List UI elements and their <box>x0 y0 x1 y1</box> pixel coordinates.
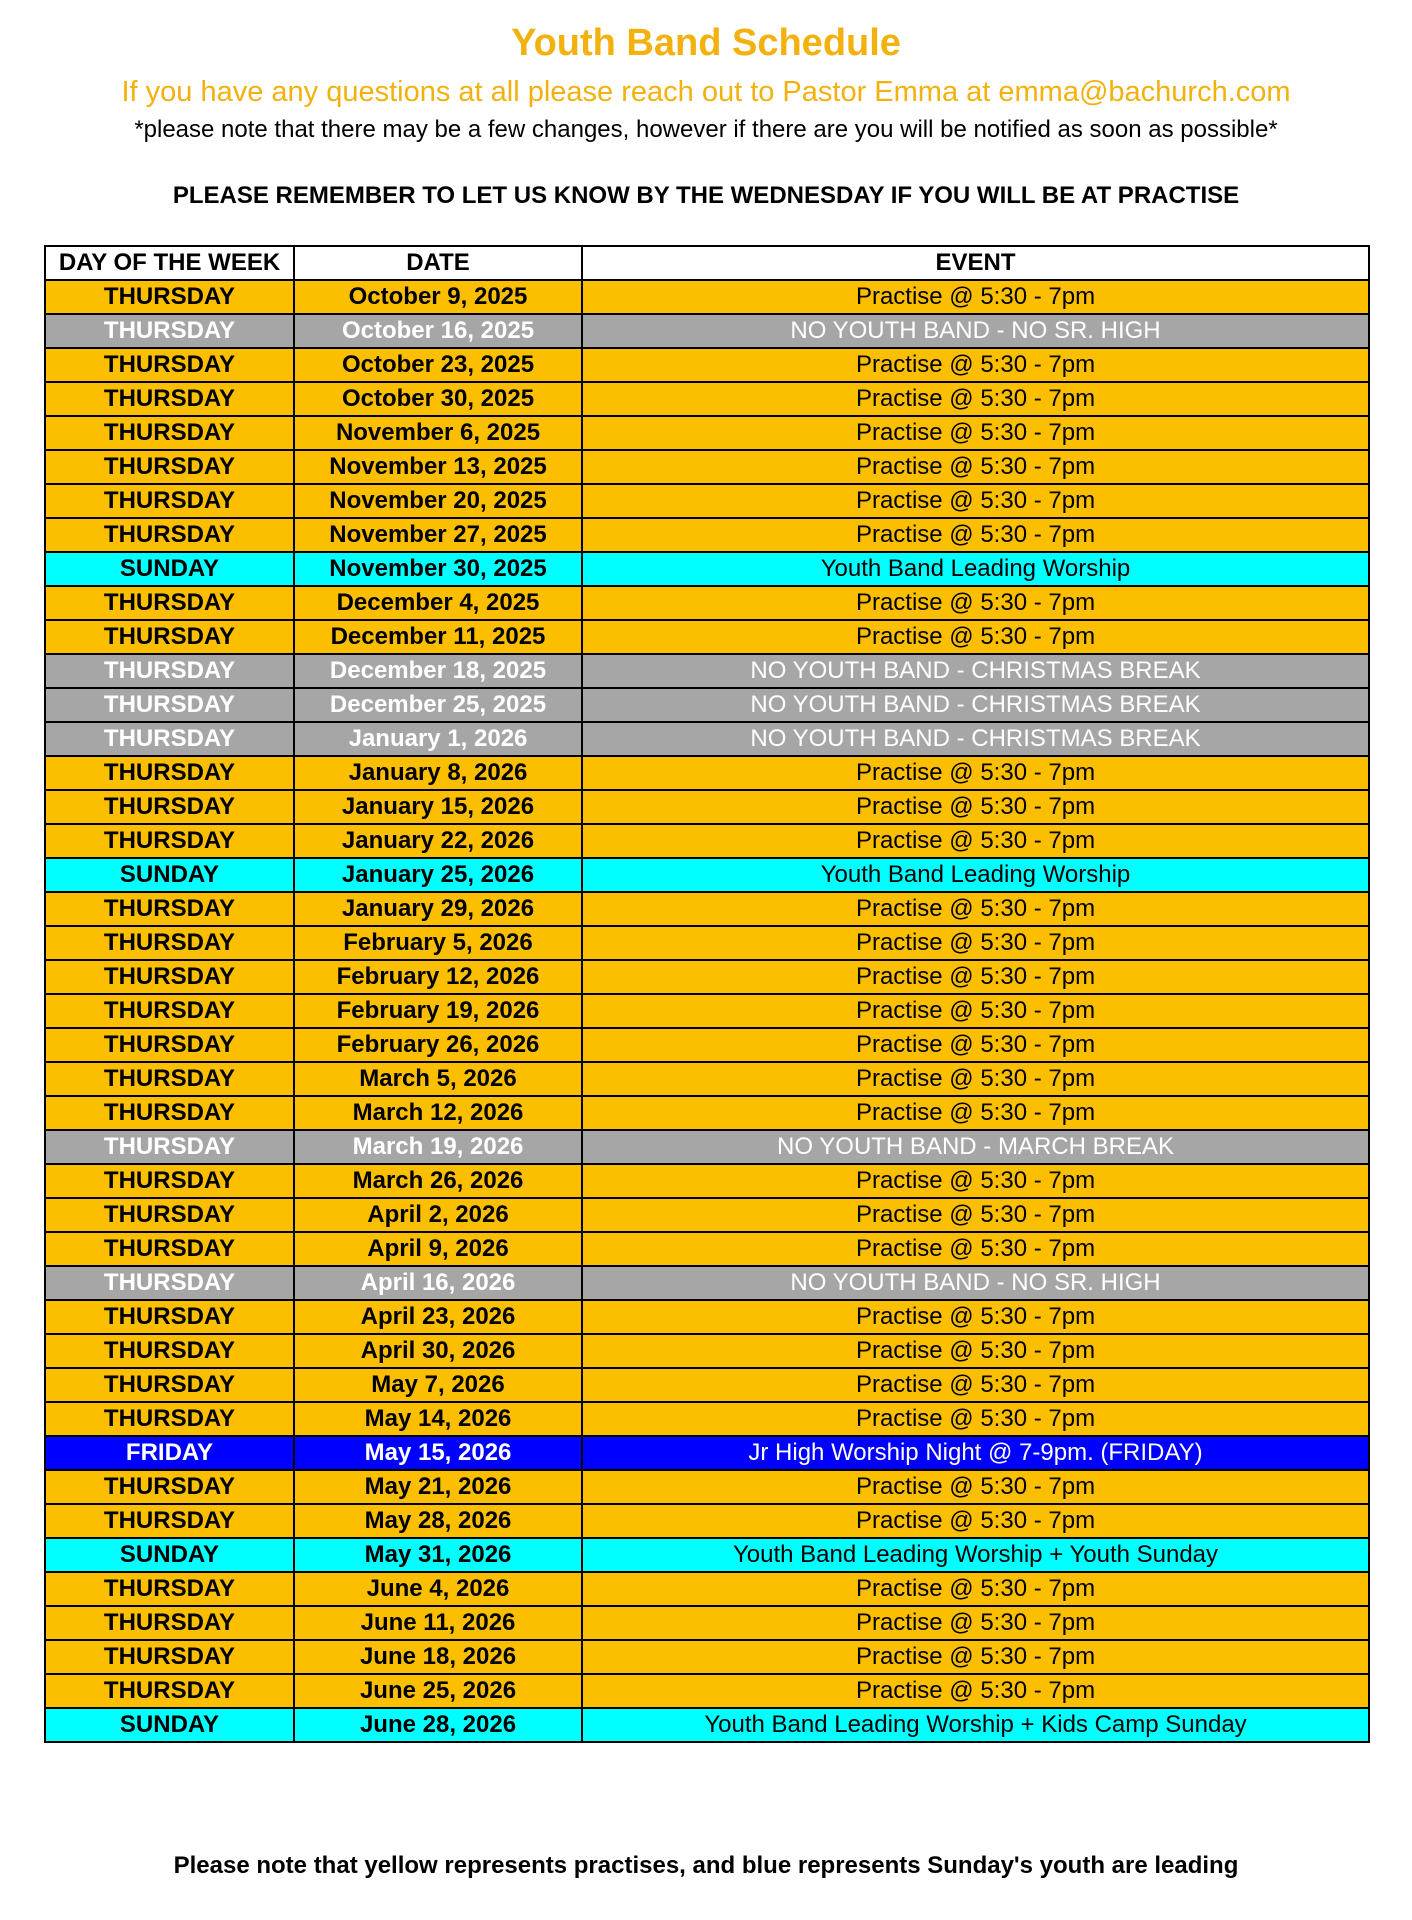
day-cell: THURSDAY <box>45 382 294 416</box>
table-row <box>45 1640 1369 1674</box>
table-row <box>45 1028 1369 1062</box>
table-row <box>45 756 1369 790</box>
event-cell: NO YOUTH BAND - CHRISTMAS BREAK <box>582 688 1369 722</box>
date-cell: April 30, 2026 <box>294 1334 582 1368</box>
day-cell: THURSDAY <box>45 994 294 1028</box>
date-cell: November 6, 2025 <box>294 416 582 450</box>
table-row <box>45 1368 1369 1402</box>
event-cell: NO YOUTH BAND - CHRISTMAS BREAK <box>582 654 1369 688</box>
date-cell: March 5, 2026 <box>294 1062 582 1096</box>
table-row <box>45 994 1369 1028</box>
date-cell: April 9, 2026 <box>294 1232 582 1266</box>
event-cell: Practise @ 5:30 - 7pm <box>582 1334 1369 1368</box>
day-cell: THURSDAY <box>45 1334 294 1368</box>
date-cell: March 26, 2026 <box>294 1164 582 1198</box>
day-cell: THURSDAY <box>45 518 294 552</box>
date-cell: November 20, 2025 <box>294 484 582 518</box>
date-cell: May 14, 2026 <box>294 1402 582 1436</box>
table-row <box>45 1130 1369 1164</box>
day-cell: THURSDAY <box>45 314 294 348</box>
event-cell: Practise @ 5:30 - 7pm <box>582 1606 1369 1640</box>
table-row <box>45 1674 1369 1708</box>
day-cell: SUNDAY <box>45 1708 294 1742</box>
event-cell: Youth Band Leading Worship <box>582 552 1369 586</box>
day-cell: THURSDAY <box>45 484 294 518</box>
event-cell: Practise @ 5:30 - 7pm <box>582 1198 1369 1232</box>
event-cell: Practise @ 5:30 - 7pm <box>582 994 1369 1028</box>
day-cell: FRIDAY <box>45 1436 294 1470</box>
schedule-body <box>45 280 1369 1742</box>
event-cell: Youth Band Leading Worship <box>582 858 1369 892</box>
date-cell: February 19, 2026 <box>294 994 582 1028</box>
event-cell: Practise @ 5:30 - 7pm <box>582 416 1369 450</box>
day-cell: THURSDAY <box>45 688 294 722</box>
day-cell: THURSDAY <box>45 960 294 994</box>
table-row <box>45 1538 1369 1572</box>
date-cell: June 11, 2026 <box>294 1606 582 1640</box>
date-cell: June 25, 2026 <box>294 1674 582 1708</box>
date-cell: October 23, 2025 <box>294 348 582 382</box>
table-row <box>45 824 1369 858</box>
reminder-banner: PLEASE REMEMBER TO LET US KNOW BY THE WEDNESDAY IF YOU WILL BE AT PRACTISE <box>172 182 1240 209</box>
day-cell: THURSDAY <box>45 586 294 620</box>
table-row <box>45 348 1369 382</box>
date-cell: May 15, 2026 <box>294 1436 582 1470</box>
day-cell: THURSDAY <box>45 620 294 654</box>
event-cell: Practise @ 5:30 - 7pm <box>582 1402 1369 1436</box>
day-cell: THURSDAY <box>45 1674 294 1708</box>
date-cell: January 15, 2026 <box>294 790 582 824</box>
event-cell: Practise @ 5:30 - 7pm <box>582 926 1369 960</box>
table-row <box>45 790 1369 824</box>
schedule-table <box>44 245 1370 1743</box>
table-row <box>45 1198 1369 1232</box>
event-cell: Practise @ 5:30 - 7pm <box>582 1232 1369 1266</box>
day-cell: THURSDAY <box>45 1028 294 1062</box>
date-cell: January 8, 2026 <box>294 756 582 790</box>
day-cell: THURSDAY <box>45 416 294 450</box>
date-cell: April 23, 2026 <box>294 1300 582 1334</box>
table-row <box>45 552 1369 586</box>
day-cell: THURSDAY <box>45 1300 294 1334</box>
event-cell: Practise @ 5:30 - 7pm <box>582 1470 1369 1504</box>
date-cell: May 31, 2026 <box>294 1538 582 1572</box>
table-row <box>45 1470 1369 1504</box>
table-row <box>45 1572 1369 1606</box>
table-row <box>45 314 1369 348</box>
date-cell: December 18, 2025 <box>294 654 582 688</box>
day-cell: THURSDAY <box>45 1402 294 1436</box>
date-cell: May 7, 2026 <box>294 1368 582 1402</box>
date-cell: June 18, 2026 <box>294 1640 582 1674</box>
table-row <box>45 926 1369 960</box>
day-cell: THURSDAY <box>45 280 294 314</box>
date-cell: February 26, 2026 <box>294 1028 582 1062</box>
date-cell: April 16, 2026 <box>294 1266 582 1300</box>
day-cell: THURSDAY <box>45 790 294 824</box>
event-cell: Practise @ 5:30 - 7pm <box>582 1368 1369 1402</box>
table-header-row <box>45 246 1369 280</box>
column-header-day: DAY OF THE WEEK <box>45 246 294 280</box>
date-cell: January 25, 2026 <box>294 858 582 892</box>
date-cell: May 21, 2026 <box>294 1470 582 1504</box>
day-cell: SUNDAY <box>45 552 294 586</box>
day-cell: THURSDAY <box>45 756 294 790</box>
date-cell: December 11, 2025 <box>294 620 582 654</box>
event-cell: Practise @ 5:30 - 7pm <box>582 756 1369 790</box>
column-header-date: DATE <box>294 246 582 280</box>
day-cell: THURSDAY <box>45 1572 294 1606</box>
contact-line: If you have any questions at all please reach out to Pastor Emma at emma@bachurch.com <box>121 76 1291 108</box>
day-cell: THURSDAY <box>45 1266 294 1300</box>
day-cell: THURSDAY <box>45 1062 294 1096</box>
table-row <box>45 722 1369 756</box>
day-cell: THURSDAY <box>45 348 294 382</box>
table-row <box>45 1606 1369 1640</box>
event-cell: Practise @ 5:30 - 7pm <box>582 1674 1369 1708</box>
page-title: Youth Band Schedule <box>511 22 901 64</box>
day-cell: THURSDAY <box>45 1232 294 1266</box>
event-cell: Practise @ 5:30 - 7pm <box>582 1300 1369 1334</box>
table-row <box>45 620 1369 654</box>
day-cell: THURSDAY <box>45 1164 294 1198</box>
event-cell: Practise @ 5:30 - 7pm <box>582 280 1369 314</box>
day-cell: THURSDAY <box>45 824 294 858</box>
table-row <box>45 1402 1369 1436</box>
event-cell: Practise @ 5:30 - 7pm <box>582 382 1369 416</box>
day-cell: THURSDAY <box>45 722 294 756</box>
table-row <box>45 960 1369 994</box>
date-cell: March 12, 2026 <box>294 1096 582 1130</box>
day-cell: SUNDAY <box>45 1538 294 1572</box>
table-row <box>45 416 1369 450</box>
date-cell: December 25, 2025 <box>294 688 582 722</box>
table-row <box>45 1266 1369 1300</box>
event-cell: Practise @ 5:30 - 7pm <box>582 620 1369 654</box>
day-cell: THURSDAY <box>45 654 294 688</box>
table-row <box>45 1708 1369 1742</box>
date-cell: November 27, 2025 <box>294 518 582 552</box>
table-row <box>45 484 1369 518</box>
date-cell: October 30, 2025 <box>294 382 582 416</box>
date-cell: January 22, 2026 <box>294 824 582 858</box>
event-cell: Practise @ 5:30 - 7pm <box>582 450 1369 484</box>
event-cell: NO YOUTH BAND - CHRISTMAS BREAK <box>582 722 1369 756</box>
event-cell: Practise @ 5:30 - 7pm <box>582 1028 1369 1062</box>
table-row <box>45 892 1369 926</box>
event-cell: NO YOUTH BAND - NO SR. HIGH <box>582 314 1369 348</box>
table-row <box>45 518 1369 552</box>
table-row <box>45 1062 1369 1096</box>
event-cell: Practise @ 5:30 - 7pm <box>582 518 1369 552</box>
date-cell: November 30, 2025 <box>294 552 582 586</box>
event-cell: Practise @ 5:30 - 7pm <box>582 790 1369 824</box>
date-cell: June 28, 2026 <box>294 1708 582 1742</box>
date-cell: October 16, 2025 <box>294 314 582 348</box>
event-cell: Practise @ 5:30 - 7pm <box>582 1164 1369 1198</box>
date-cell: October 9, 2025 <box>294 280 582 314</box>
date-cell: January 29, 2026 <box>294 892 582 926</box>
date-cell: June 4, 2026 <box>294 1572 582 1606</box>
event-cell: NO YOUTH BAND - NO SR. HIGH <box>582 1266 1369 1300</box>
event-cell: Practise @ 5:30 - 7pm <box>582 960 1369 994</box>
event-cell: Youth Band Leading Worship + Youth Sunday <box>582 1538 1369 1572</box>
date-cell: May 28, 2026 <box>294 1504 582 1538</box>
day-cell: THURSDAY <box>45 1130 294 1164</box>
day-cell: THURSDAY <box>45 926 294 960</box>
table-row <box>45 1232 1369 1266</box>
date-cell: February 5, 2026 <box>294 926 582 960</box>
table-row <box>45 858 1369 892</box>
date-cell: December 4, 2025 <box>294 586 582 620</box>
table-row <box>45 1504 1369 1538</box>
day-cell: THURSDAY <box>45 1504 294 1538</box>
day-cell: THURSDAY <box>45 1470 294 1504</box>
day-cell: THURSDAY <box>45 1096 294 1130</box>
table-row <box>45 1096 1369 1130</box>
table-row <box>45 1164 1369 1198</box>
date-cell: January 1, 2026 <box>294 722 582 756</box>
column-header-event: EVENT <box>582 246 1369 280</box>
event-cell: Practise @ 5:30 - 7pm <box>582 892 1369 926</box>
event-cell: NO YOUTH BAND - MARCH BREAK <box>582 1130 1369 1164</box>
day-cell: THURSDAY <box>45 1606 294 1640</box>
date-cell: March 19, 2026 <box>294 1130 582 1164</box>
color-legend-note: Please note that yellow represents practises, and blue represents Sunday's youth are leading <box>173 1852 1239 1879</box>
table-row <box>45 586 1369 620</box>
date-cell: November 13, 2025 <box>294 450 582 484</box>
changes-note: *please note that there may be a few changes, however if there are you will be notified as soon as possible* <box>134 116 1278 143</box>
table-row <box>45 1436 1369 1470</box>
event-cell: Jr High Worship Night @ 7-9pm. (FRIDAY) <box>582 1436 1369 1470</box>
table-row <box>45 280 1369 314</box>
table-row <box>45 382 1369 416</box>
event-cell: Practise @ 5:30 - 7pm <box>582 1640 1369 1674</box>
table-row <box>45 688 1369 722</box>
table-row <box>45 1334 1369 1368</box>
event-cell: Youth Band Leading Worship + Kids Camp Sunday <box>582 1708 1369 1742</box>
date-cell: February 12, 2026 <box>294 960 582 994</box>
event-cell: Practise @ 5:30 - 7pm <box>582 348 1369 382</box>
day-cell: THURSDAY <box>45 892 294 926</box>
day-cell: SUNDAY <box>45 858 294 892</box>
date-cell: April 2, 2026 <box>294 1198 582 1232</box>
table-row <box>45 654 1369 688</box>
event-cell: Practise @ 5:30 - 7pm <box>582 824 1369 858</box>
table-row <box>45 1300 1369 1334</box>
event-cell: Practise @ 5:30 - 7pm <box>582 1096 1369 1130</box>
day-cell: THURSDAY <box>45 450 294 484</box>
day-cell: THURSDAY <box>45 1368 294 1402</box>
event-cell: Practise @ 5:30 - 7pm <box>582 1572 1369 1606</box>
event-cell: Practise @ 5:30 - 7pm <box>582 586 1369 620</box>
table-row <box>45 450 1369 484</box>
event-cell: Practise @ 5:30 - 7pm <box>582 1062 1369 1096</box>
event-cell: Practise @ 5:30 - 7pm <box>582 484 1369 518</box>
day-cell: THURSDAY <box>45 1198 294 1232</box>
day-cell: THURSDAY <box>45 1640 294 1674</box>
event-cell: Practise @ 5:30 - 7pm <box>582 1504 1369 1538</box>
